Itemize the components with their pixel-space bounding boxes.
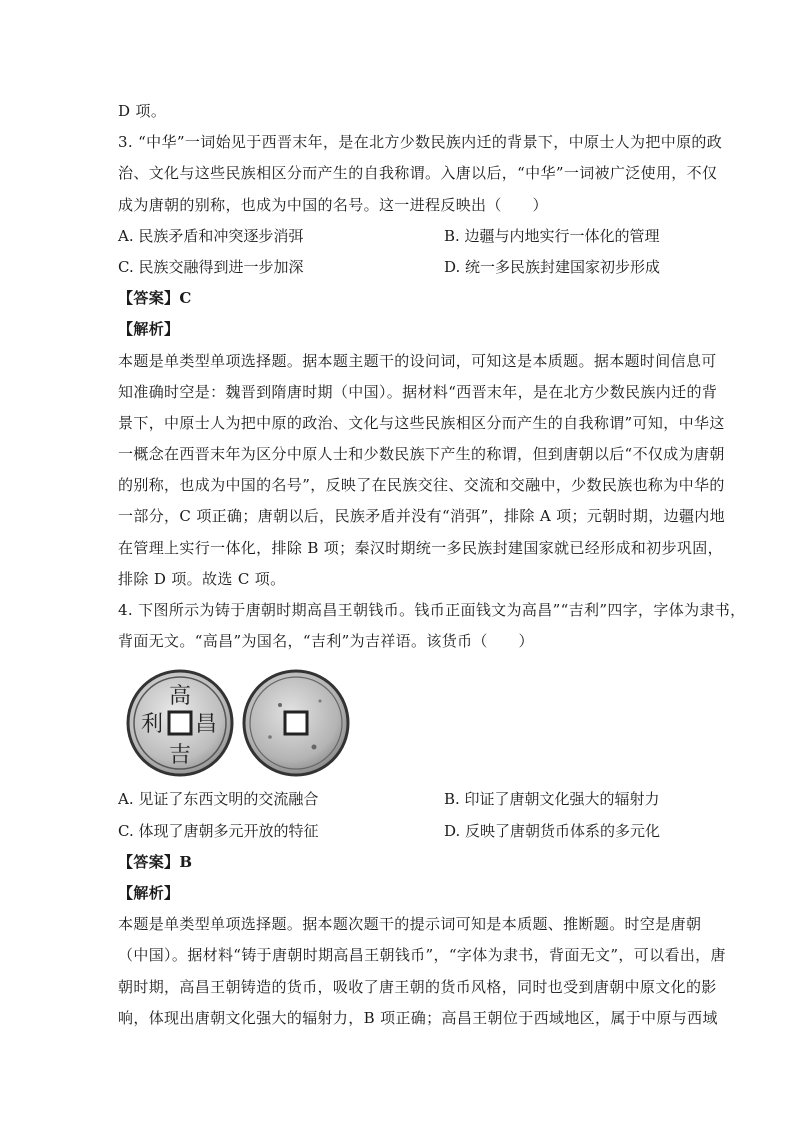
q4-stem-line-1: 4. 下图所示为铸于唐朝时期高昌王朝钱币。钱币正面钱文为高昌”“吉利”四字，字体为隶书， (118, 601, 746, 619)
q4-answer: 【答案】B (118, 852, 193, 871)
coin-figure (118, 661, 678, 784)
q3-answer: 【答案】C (118, 289, 192, 308)
q3-stem-line-3: 成为唐朝的别称，也成为中国的名号。这一进程反映出（ ） (118, 195, 548, 214)
q4-analysis-label: 【解析】 (118, 883, 180, 902)
coin-char-bottom: 吉 (168, 743, 192, 769)
q4-option-d: D. 反映了唐朝货币体系的多元化 (444, 821, 661, 840)
q4-stem-line-2: 背面无文。“高昌”为国名，“吉利”为吉祥语。该货币（ ） (118, 632, 534, 651)
q4-option-c: C. 体现了唐朝多元开放的特征 (118, 821, 319, 840)
q4-analysis-line-1: 本题是单类型单项选择题。据本题次题干的提示词可知是本质题、推断题。时空是唐朝 (118, 915, 702, 934)
q4-analysis-line-2: （中国）。据材料“铸于唐朝时期高昌王朝钱币”，“字体为隶书，背面无文”，可以看出，唐 (118, 946, 726, 965)
q3-analysis-line-3: 景下，中原士人为把中原的政治、文化与这些民族相区分而产生的自我称谓”可知，中华这 (118, 413, 725, 432)
document-page (118, 96, 746, 1034)
q3-options-row-1 (118, 221, 678, 252)
q4-options-row-1 (118, 784, 678, 815)
q3-analysis-line-7: 在管理上实行一体化，排除 B 项；秦汉时期统一多民族封建国家就已经形成和初步巩固， (118, 538, 723, 557)
question-3 (118, 127, 726, 595)
previous-answer-tail: D 项。 (118, 102, 167, 120)
q3-stem-line-1: 3. “中华”一词始见于西晋末年，是在北方少数民族内迁的背景下，中原士人为把中原的政 (118, 133, 723, 152)
q3-stem-line-2: 治、文化与这些民族相区分而产生的自我称谓。入唐以后，“中华”一词被广泛使用，不仅 (118, 164, 718, 183)
coin-front-image (124, 667, 236, 779)
q4-analysis-line-3: 朝时期，高昌王朝铸造的货币，吸收了唐王朝的货币风格，同时也受到唐朝中原文化的影 (118, 977, 717, 996)
q3-option-d: D. 统一多民族封建国家初步形成 (444, 257, 661, 276)
q3-option-b: B. 边疆与内地实行一体化的管理 (444, 226, 660, 245)
q3-options-row-2 (118, 252, 678, 283)
q3-option-a: A. 民族矛盾和冲突逐步消弭 (118, 226, 304, 245)
q3-option-c: C. 民族交融得到进一步加深 (118, 257, 304, 276)
q4-options-row-2 (118, 816, 678, 847)
q3-analysis-line-5: 的别称，也成为中国的名号”，反映了在民族交往、交流和交融中，少数民族也称为中华的 (118, 476, 725, 495)
q3-analysis-line-1: 本题是单类型单项选择题。据本题主题干的设问词，可知这是本质题。据本题时间信息可 (118, 351, 717, 370)
q4-option-b: B. 印证了唐朝文化强大的辐射力 (444, 790, 660, 809)
coin-back-image (240, 667, 352, 779)
coin-char-left: 利 (140, 712, 164, 738)
coin-char-top: 高 (168, 684, 192, 710)
q3-analysis-line-6: 一部分，C 项正确；唐朝以后，民族矛盾并没有“消弭”，排除 A 项；元朝时期，边疆内地 (118, 507, 726, 526)
coin-char-right: 昌 (194, 712, 218, 738)
q3-analysis-label: 【解析】 (118, 320, 180, 339)
q3-analysis-line-4: 一概念在西晋末年为区分中原人士和少数民族下产生的称谓，但到唐朝以后“不仅成为唐朝 (118, 445, 725, 464)
q4-option-a: A. 见证了东西文明的交流融合 (118, 790, 319, 809)
q4-analysis-line-4: 响，体现出唐朝文化强大的辐射力，B 项正确；高昌王朝位于西域地区，属于中原与西域 (118, 1008, 718, 1027)
question-4 (118, 595, 746, 1034)
q3-analysis-line-2: 知准确时空是：魏晋到隋唐时期（中国）。据材料“西晋末年，是在北方少数民族内迁的背 (118, 382, 718, 401)
q3-analysis-line-8: 排除 D 项。故选 C 项。 (118, 569, 286, 588)
